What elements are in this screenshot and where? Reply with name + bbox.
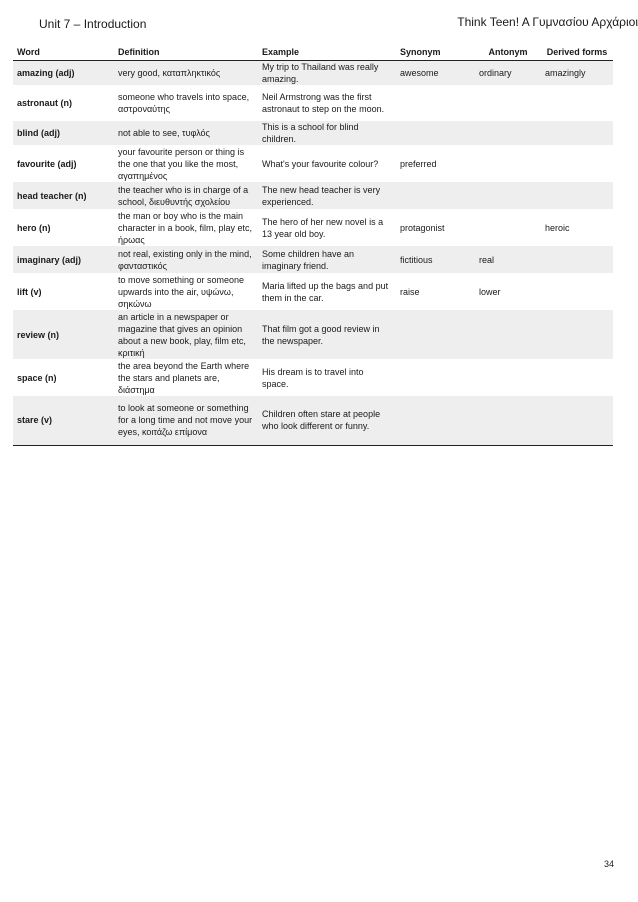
cell-derived-forms <box>541 145 613 182</box>
table-row <box>13 145 613 182</box>
cell-synonym <box>396 359 475 396</box>
cell-example: My trip to Thailand was really amazing. <box>258 61 396 86</box>
cell-definition: the man or boy who is the main character in a book, film, play etc, ήρωας <box>118 210 253 245</box>
cell-word: stare (v) <box>13 396 114 445</box>
cell-word: lift (v) <box>17 286 42 297</box>
cell-derived-forms <box>541 182 613 209</box>
table-row <box>13 121 613 145</box>
cell-antonym <box>475 396 541 445</box>
cell-antonym <box>475 310 541 359</box>
cell-example: That film got a good review in the newspaper. <box>258 310 396 359</box>
cell-synonym <box>396 396 475 445</box>
unit-title: Unit 7 – Introduction <box>39 17 147 31</box>
cell-synonym <box>396 121 475 145</box>
cell-antonym <box>475 209 541 246</box>
cell-definition: very good, καταπληκτικός <box>114 61 258 86</box>
table-row <box>13 85 613 121</box>
cell-synonym: fictitious <box>396 246 475 273</box>
cell-word: review (n) <box>13 310 114 359</box>
cell-definition: the teacher who is in charge of a school, διευθυντής σχολείου <box>114 182 258 209</box>
cell-definition: someone who travels into space, αστροναύτης <box>118 92 250 114</box>
table-row <box>13 396 613 445</box>
table-row <box>13 310 613 359</box>
cell-antonym <box>475 145 541 182</box>
cell-example: The new head teacher is very experienced. <box>258 182 396 209</box>
cell-antonym <box>475 85 541 121</box>
cell-derived-forms <box>541 396 613 445</box>
cell-example: Some children have an imaginary friend. <box>258 246 396 273</box>
table-row <box>13 209 613 246</box>
column-header-example: Example <box>258 43 396 61</box>
cell-definition: your favourite person or thing is the one that you like the most, αγαπημένος <box>118 146 245 181</box>
cell-synonym: awesome <box>396 61 475 86</box>
cell-definition: to move something or someone upwards into the air, υψώνω, σηκώνω <box>118 274 245 309</box>
cell-derived-forms <box>541 273 613 310</box>
cell-definition: an article in a newspaper or magazine that gives an opinion about a new book, play, film etc, κριτική <box>114 310 258 359</box>
cell-synonym <box>396 310 475 359</box>
table-row <box>13 182 613 209</box>
cell-derived-forms: heroic <box>545 222 570 233</box>
cell-derived-forms <box>541 85 613 121</box>
cell-word: space (n) <box>17 372 57 383</box>
cell-example: Maria lifted up the bags and put them in the car. <box>262 280 389 303</box>
table-row <box>13 273 613 310</box>
cell-definition: to look at someone or something for a long time and not move your eyes, κοιτάζω επίμονα <box>114 396 258 445</box>
cell-derived-forms: amazingly <box>541 61 613 86</box>
cell-example: Neil Armstrong was the first astronaut to step on the moon. <box>262 92 385 114</box>
cell-antonym <box>475 121 541 145</box>
cell-word: favourite (adj) <box>17 158 77 169</box>
cell-word: blind (adj) <box>13 121 114 145</box>
cell-synonym: preferred <box>400 158 437 169</box>
column-header-antonym: Antonym <box>475 43 541 61</box>
column-header-word: Word <box>13 43 114 61</box>
column-header-derived-forms: Derived forms <box>541 43 613 61</box>
cell-word: imaginary (adj) <box>13 246 114 273</box>
table-row <box>13 61 613 86</box>
cell-example: This is a school for blind children. <box>258 121 396 145</box>
cell-derived-forms <box>541 246 613 273</box>
cell-synonym <box>396 182 475 209</box>
cell-antonym: ordinary <box>475 61 541 86</box>
cell-antonym: lower <box>479 286 501 297</box>
cell-derived-forms <box>541 310 613 359</box>
cell-synonym: protagonist <box>400 222 445 233</box>
cell-derived-forms <box>541 121 613 145</box>
column-header-definition: Definition <box>114 43 258 61</box>
table-row <box>13 359 613 396</box>
cell-synonym: raise <box>400 286 420 297</box>
cell-synonym <box>396 85 475 121</box>
table-row <box>13 246 613 273</box>
cell-definition: the area beyond the Earth where the stars and planets are, διάστημα <box>118 360 250 395</box>
cell-example: His dream is to travel into space. <box>262 366 364 389</box>
cell-antonym: real <box>475 246 541 273</box>
cell-definition: not real, existing only in the mind, φανταστικός <box>114 246 258 273</box>
cell-word: astronaut (n) <box>17 98 72 108</box>
cell-word: amazing (adj) <box>13 61 114 86</box>
cell-word: head teacher (n) <box>13 182 114 209</box>
cell-definition: not able to see, τυφλός <box>114 121 258 145</box>
book-title: Think Teen! A Γυμνασίου Αρχάριοι <box>457 15 638 29</box>
page-number: 34 <box>603 859 614 869</box>
cell-antonym <box>475 359 541 396</box>
cell-example: Children often stare at people who look different or funny. <box>258 396 396 445</box>
cell-example: What's your favourite colour? <box>262 158 379 169</box>
cell-antonym <box>475 182 541 209</box>
cell-derived-forms <box>541 359 613 396</box>
table-header-row <box>13 43 613 61</box>
cell-example: The hero of her new novel is a 13 year old boy. <box>262 216 384 239</box>
vocabulary-table <box>13 43 613 446</box>
column-header-synonym: Synonym <box>396 43 475 61</box>
cell-word: hero (n) <box>17 222 51 233</box>
